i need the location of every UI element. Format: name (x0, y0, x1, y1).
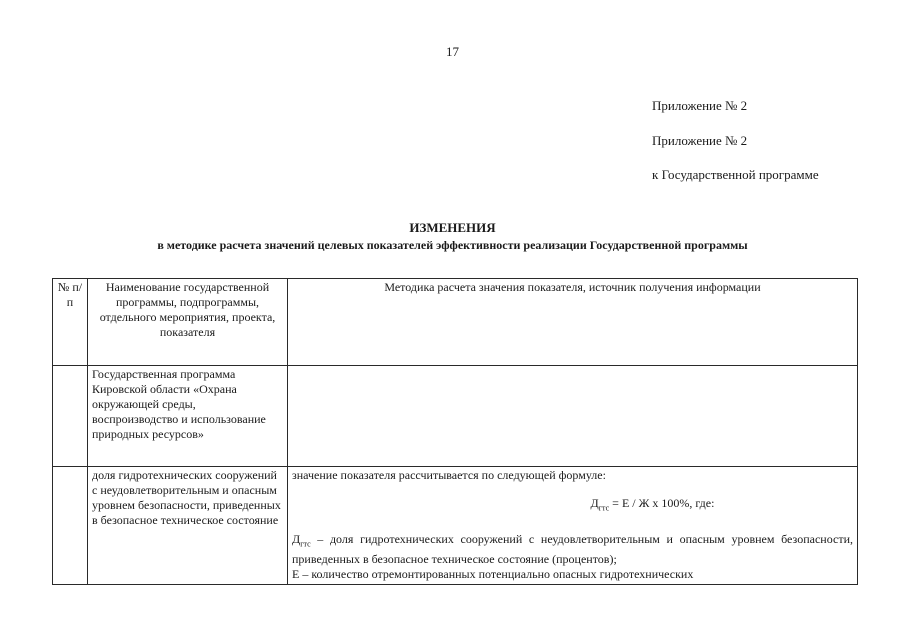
table-row (53, 467, 858, 585)
appendix-line-3: к Государственной программе (652, 167, 819, 182)
appendix-line-2: Приложение № 2 (652, 133, 748, 148)
definition-e: Е – количество отремонтированных потенциально опасных гидротехнических (292, 566, 694, 581)
method-intro: значение показателя рассчитывается по следующей формуле: (292, 468, 606, 482)
document-subtitle: в методике расчета значений целевых показателей эффективности реализации Государственной программы (157, 238, 748, 252)
row-num (53, 366, 88, 467)
document-title: ИЗМЕНЕНИЯ (409, 220, 496, 235)
formula-subscript: гтс (598, 503, 610, 513)
definition-d (292, 532, 853, 566)
def-symbol: Д (292, 532, 301, 547)
formula-rest: = Е / Ж х 100%, где: (609, 496, 715, 510)
table-row (53, 366, 858, 467)
header-method: Методика расчета значения показателя, источник получения информации (288, 279, 858, 366)
appendix-line-1: Приложение № 2 (652, 98, 748, 113)
formula (292, 496, 853, 515)
row-method (288, 366, 858, 467)
row-method (288, 467, 858, 585)
row-num (53, 467, 88, 585)
formula-symbol: Д (590, 496, 599, 510)
page-number: 17 (446, 44, 459, 59)
header-num: № п/п (53, 279, 88, 366)
row-name: доля гидротехнических сооружений с неудовлетворительным и опасным уровнем безопасности, приведенных в безопасное техническое состояние (88, 467, 288, 585)
def-text: – доля гидротехнических сооружений с неудовлетворительным и опасным уровнем безопасности, приведенных в безопасное техническое состояние (процентов); (292, 532, 853, 566)
row-name: Государственная программа Кировской области «Охрана окружающей среды, воспроизводство и использование природных ресурсов» (88, 366, 288, 467)
table-header-row (53, 279, 858, 366)
header-name: Наименование государственной программы, подпрограммы, отдельного мероприятия, проекта, показателя (88, 279, 288, 366)
def-subscript: гтс (300, 539, 311, 549)
changes-table (52, 278, 858, 585)
